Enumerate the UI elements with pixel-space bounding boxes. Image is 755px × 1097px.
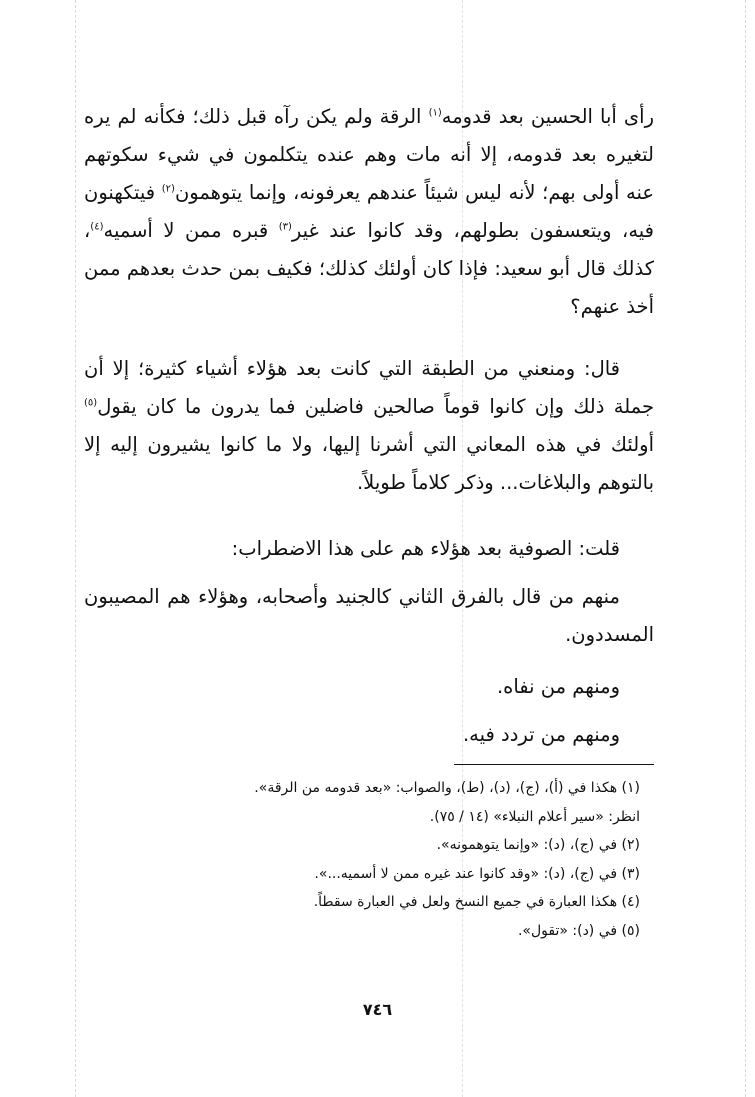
footnote-1-continued: انظر: «سير أعلام النبلاء» (١٤ / ٧٥). <box>429 808 640 825</box>
page-number: ٧٤٦ <box>362 1000 393 1019</box>
paragraph-1-text-e: ، كذلك قال أبو سعيد: فإذا كان أولئك كذلك؛ فكيف بمن حدث بعدهم ممن أخذ عنهم؟ <box>84 219 654 318</box>
paragraph-1-text-a: رأى أبا الحسين بعد قدومه <box>441 105 654 128</box>
paragraph-5-text: ومنهم من نفاه. <box>496 675 620 698</box>
paragraph-1 <box>84 98 654 326</box>
footnote-ref-4: (٤) <box>90 221 104 233</box>
footnote-2: (٢) في (ج)، (د): «وإنما يتوهمونه». <box>436 837 640 853</box>
scan-guide-line <box>745 0 746 1097</box>
paragraph-5 <box>84 668 654 706</box>
paragraph-6-text: ومنهم من تردد فيه. <box>462 723 620 746</box>
paragraph-4 <box>84 578 654 654</box>
footnote-1: (١) هكذا في (أ)، (ج)، (د)، (ط)، والصواب: «بعد قدومه من الرقة». <box>254 780 640 796</box>
paragraph-2-text-a: قال: ومنعني من الطبقة التي كانت بعد هؤلاء أشياء كثيرة؛ إلا أن جملة ذلك وإن كانوا قوماً صالحين فاضلين فما يدرون ما كان يقول <box>84 357 654 418</box>
paragraph-3-text: قلت: الصوفية بعد هؤلاء هم على هذا الاضطراب: <box>231 537 620 560</box>
paragraph-1-text-d: قبره ممن لا أسميه <box>103 219 279 242</box>
footnote-5: (٥) في (د): «تقول». <box>517 922 640 939</box>
footnote-ref-5: (٥) <box>84 397 98 409</box>
footnote-4: (٤) هكذا العبارة في جميع النسخ ولعل في العبارة سقطاً. <box>313 894 640 910</box>
footnote-separator <box>454 764 654 765</box>
paragraph-1-text-b: الرقة ولم يكن رآه قبل ذلك؛ فكأنه لم يره لتغيره بعد قدومه، إلا أنه مات وهم عنده يتكلمون في شيء سكوتهم عنه أولى بهم؛ لأنه ليس شيئاً عندهم يعرفونه، وإنما يتوهمون <box>84 105 654 204</box>
paragraph-2 <box>84 350 654 502</box>
paragraph-6 <box>84 716 654 754</box>
paragraph-1-text-c: فيتكهنون فيه، ويتعسفون بطولهم، وقد كانوا عند غير <box>84 181 654 242</box>
scan-guide-line <box>75 0 76 1097</box>
footnotes <box>84 774 640 945</box>
footnote-ref-3: (٣) <box>278 221 292 233</box>
paragraph-2-text-b: أولئك في هذه المعاني التي أشرنا إليها، ولا ما كانوا يشيرون إليه إلا بالتوهم والبلاغات... وذكر كلاماً طويلاً. <box>84 433 654 494</box>
footnote-ref-2: (٢) <box>161 183 175 195</box>
footnote-3: (٣) في (ج)، (د): «وقد كانوا عند غيره ممن لا أسميه...». <box>314 865 640 882</box>
paragraph-3 <box>84 530 654 568</box>
footnote-ref-1: (١) <box>428 107 442 119</box>
paragraph-4-text: منهم من قال بالفرق الثاني كالجنيد وأصحابه، وهؤلاء هم المصيبون المسددون. <box>84 585 654 646</box>
